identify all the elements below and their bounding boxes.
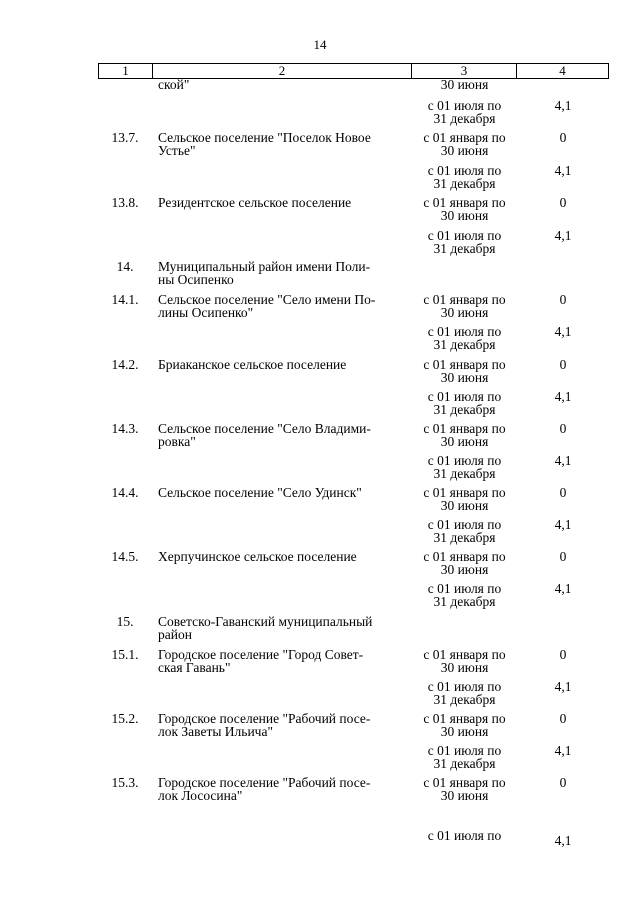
row-name: Сельское поселение "Село Владими- ровка" (158, 421, 371, 449)
row-period: с 01 января по 30 июня (423, 485, 506, 513)
row-period: с 01 июля по 31 декабря (427, 324, 502, 352)
row-name: Городское поселение "Рабочий посе- лок Лососина" (158, 775, 371, 803)
row-period: с 01 июля по 31 декабря (427, 581, 502, 609)
row-period: с 01 января по 30 июня (423, 130, 506, 158)
row-value: 0 (559, 357, 567, 372)
row-period: с 01 января по 30 июня (423, 357, 506, 385)
row-value: 4,1 (554, 833, 572, 848)
row-value: 0 (559, 292, 567, 307)
row-value: 0 (559, 647, 567, 662)
row-period: с 01 января по 30 июня (423, 775, 506, 803)
row-period: с 01 января по 30 июня (423, 292, 506, 320)
header-col-4: 4 (559, 63, 566, 78)
row-value: 0 (559, 775, 567, 790)
row-name: Сельское поселение "Село имени По- лины Осипенко" (158, 292, 376, 320)
row-number: 14.2. (111, 357, 139, 372)
row-value: 0 (559, 195, 567, 210)
row-name: Херпучинское сельское поселение (158, 549, 357, 564)
row-period: с 01 июля по 31 декабря (427, 679, 502, 707)
row-period: с 01 января по 30 июня (423, 195, 506, 223)
row-value: 4,1 (554, 679, 572, 694)
row-value: 4,1 (554, 98, 572, 113)
row-value: 0 (559, 421, 567, 436)
row-value: 4,1 (554, 163, 572, 178)
row-value: 4,1 (554, 581, 572, 596)
row-value: 0 (559, 485, 567, 500)
row-number: 13.7. (111, 130, 139, 145)
row-name: Городское поселение "Рабочий посе- лок Заветы Ильича" (158, 711, 371, 739)
row-period: с 01 июля по 31 декабря (427, 98, 502, 126)
row-number: 15.2. (111, 711, 139, 726)
row-number: 14.1. (111, 292, 139, 307)
row-period: с 01 июля по 31 декабря (427, 228, 502, 256)
row-value: 4,1 (554, 743, 572, 758)
row-value: 4,1 (554, 389, 572, 404)
row-period: с 01 июля по 31 декабря (427, 453, 502, 481)
row-number: 15.3. (111, 775, 139, 790)
row-period: с 01 января по 30 июня (423, 421, 506, 449)
row-value: 0 (559, 711, 567, 726)
row-value: 4,1 (554, 517, 572, 532)
row-period: с 01 января по 30 июня (423, 549, 506, 577)
row-name: Советско-Гаванский муниципальный район (158, 614, 373, 642)
row-name: Бриаканское сельское поселение (158, 357, 347, 372)
row-value: 4,1 (554, 453, 572, 468)
row-number: 14.5. (111, 549, 139, 564)
header-col-1: 1 (99, 64, 153, 78)
page-number: 14 (313, 37, 327, 52)
continued-period: 30 июня (440, 77, 489, 92)
row-number: 15.1. (111, 647, 139, 662)
row-period: с 01 июля по 31 декабря (427, 163, 502, 191)
row-number: 15. (116, 614, 134, 629)
header-col-3: 3 (412, 64, 517, 78)
row-number: 14.4. (111, 485, 139, 500)
row-number: 14. (116, 259, 134, 274)
row-period: с 01 июля по 31 декабря (427, 517, 502, 545)
row-value: 0 (559, 549, 567, 564)
row-name: Городское поселение "Город Совет- ская Гавань" (158, 647, 364, 675)
row-value: 4,1 (554, 324, 572, 339)
row-name: Сельское поселение "Село Удинск" (158, 485, 362, 500)
row-number: 13.8. (111, 195, 139, 210)
row-value: 0 (559, 130, 567, 145)
row-period: с 01 января по 30 июня (423, 647, 506, 675)
row-period: с 01 июля по 31 декабря (427, 389, 502, 417)
row-period: с 01 июля по 31 декабря (427, 743, 502, 771)
continued-name: ской" (158, 77, 190, 92)
row-period: с 01 июля по (427, 828, 502, 843)
row-value: 4,1 (554, 228, 572, 243)
row-name: Резидентское сельское поселение (158, 195, 352, 210)
row-name: Сельское поселение "Поселок Новое Устье" (158, 130, 371, 158)
row-name: Муниципальный район имени Поли- ны Осипенко (158, 259, 371, 287)
row-number: 14.3. (111, 421, 139, 436)
row-period: с 01 января по 30 июня (423, 711, 506, 739)
header-col-2: 2 (153, 64, 412, 78)
